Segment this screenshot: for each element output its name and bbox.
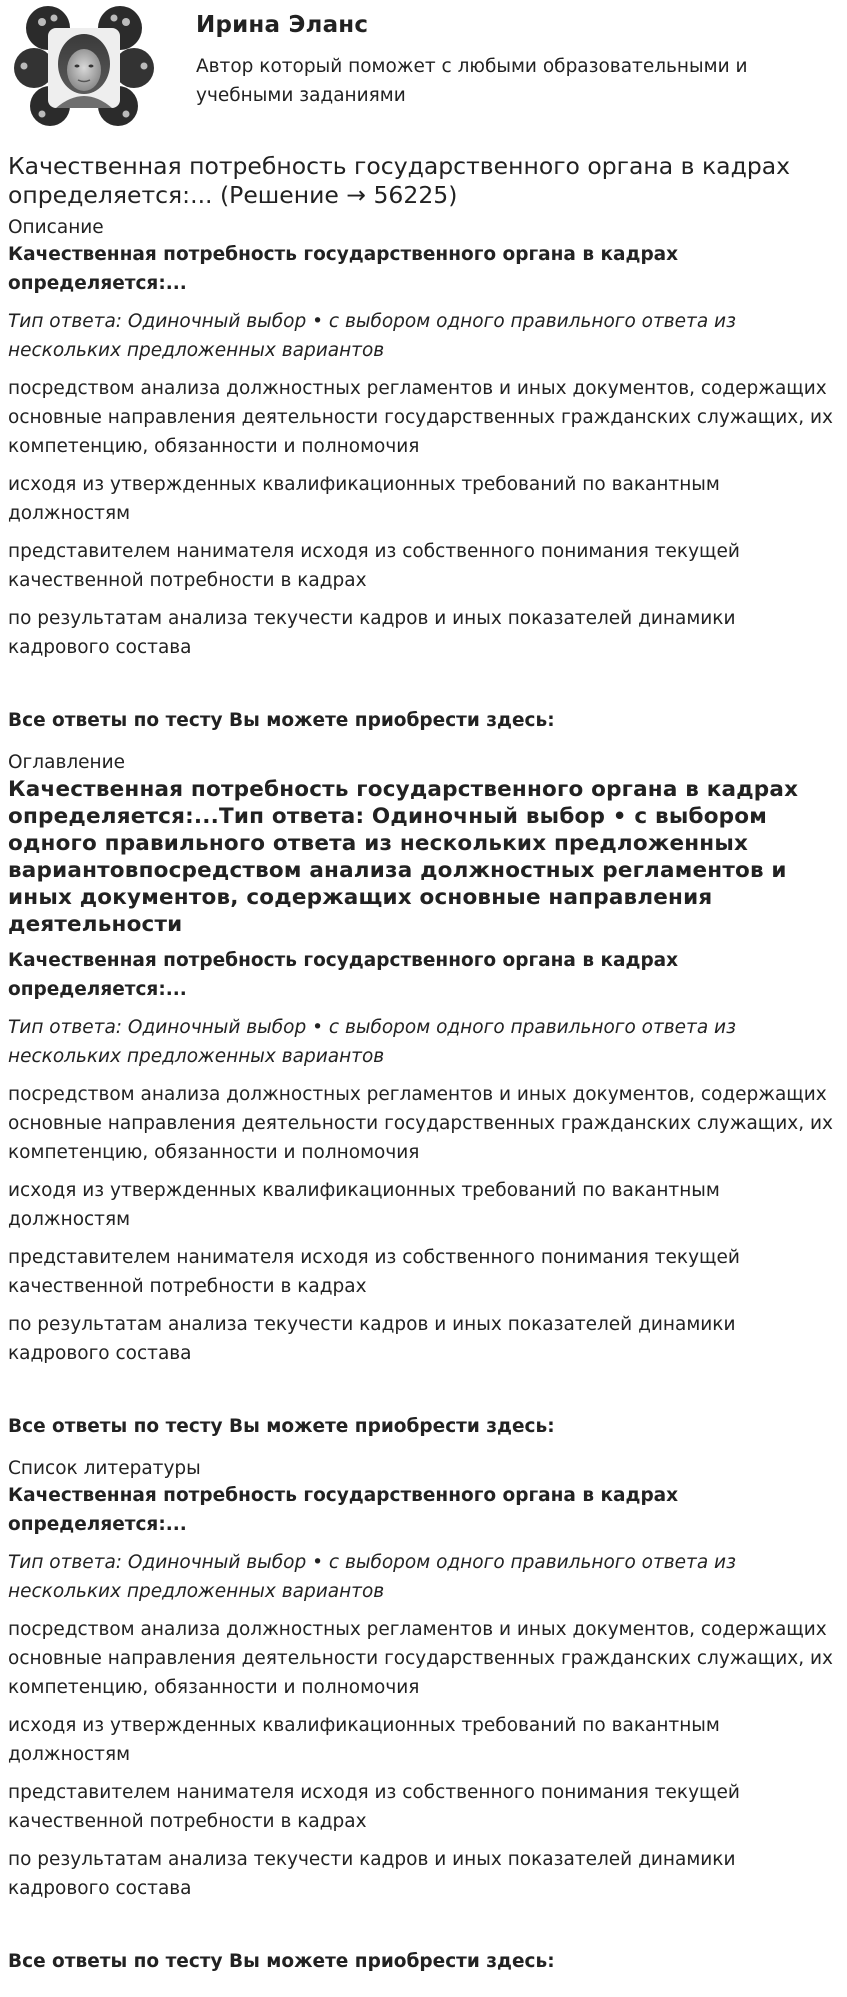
question-title: Качественная потребность государственного органа в кадрах определяется:...: [8, 1485, 679, 1535]
answer-type: Тип ответа: Одиночный выбор • с выбором одного правильного ответа из нескольких предложенных вариантов: [8, 1017, 736, 1067]
answer-option: по результатам анализа текучести кадров и иных показателей динамики кадрового состава: [8, 608, 736, 658]
section-label-toc: Оглавление: [8, 752, 126, 773]
answer-option: исходя из утвержденных квалификационных требований по вакантным должностям: [8, 474, 720, 524]
author-card: [8, 0, 839, 128]
answer-option: представителем нанимателя исходя из собственного понимания текущей качественной потребности в кадрах: [8, 541, 740, 591]
question-title: Качественная потребность государственного органа в кадрах определяется:...: [8, 244, 679, 294]
toc-heading: Качественная потребность государственного органа в кадрах определяется:...Тип ответа: Одиночный выбор • с выбором одного правильного ответа из нескольких предложенных вариантовпосредством анализа должностных регламентов и иных документов, содержащих основные направления деятельности: [8, 777, 799, 937]
answer-type: Тип ответа: Одиночный выбор • с выбором одного правильного ответа из нескольких предложенных вариантов: [8, 1552, 736, 1602]
toc-section: [8, 750, 839, 1441]
answer-type: Тип ответа: Одиночный выбор • с выбором одного правильного ответа из нескольких предложенных вариантов: [8, 311, 736, 361]
answer-option: представителем нанимателя исходя из собственного понимания текущей качественной потребности в кадрах: [8, 1247, 740, 1297]
author-avatar[interactable]: [12, 6, 156, 126]
answer-option: представителем нанимателя исходя из собственного понимания текущей качественной потребности в кадрах: [8, 1782, 740, 1832]
buy-answers-text: Все ответы по тесту Вы можете приобрести здесь:: [8, 710, 555, 731]
answer-option: посредством анализа должностных регламентов и иных документов, содержащих основные направления деятельности государственных гражданских служащих, их компетенцию, обязанности и полномочия: [8, 378, 833, 457]
question-title: Качественная потребность государственного органа в кадрах определяется:...: [8, 950, 679, 1000]
author-description: Автор который поможет с любыми образовательными и учебными заданиями: [196, 56, 748, 106]
page-title: Качественная потребность государственного органа в кадрах определяется:... (Решение → 56225): [8, 152, 791, 209]
answer-option: исходя из утвержденных квалификационных требований по вакантным должностям: [8, 1715, 720, 1765]
buy-answers-text: Все ответы по тесту Вы можете приобрести здесь:: [8, 1416, 555, 1437]
description-section: [8, 215, 839, 735]
answer-option: по результатам анализа текучести кадров и иных показателей динамики кадрового состава: [8, 1314, 736, 1364]
answer-option: по результатам анализа текучести кадров и иных показателей динамики кадрового состава: [8, 1849, 736, 1899]
section-label-description: Описание: [8, 217, 104, 238]
author-name[interactable]: Ирина Эланс: [196, 12, 369, 38]
literature-section: [8, 1456, 839, 1976]
buy-answers-text: Все ответы по тесту Вы можете приобрести здесь:: [8, 1951, 555, 1972]
answer-option: посредством анализа должностных регламентов и иных документов, содержащих основные направления деятельности государственных гражданских служащих, их компетенцию, обязанности и полномочия: [8, 1084, 833, 1163]
answer-option: исходя из утвержденных квалификационных требований по вакантным должностям: [8, 1180, 720, 1230]
section-label-literature: Список литературы: [8, 1458, 201, 1479]
answer-option: посредством анализа должностных регламентов и иных документов, содержащих основные направления деятельности государственных гражданских служащих, их компетенцию, обязанности и полномочия: [8, 1619, 833, 1698]
